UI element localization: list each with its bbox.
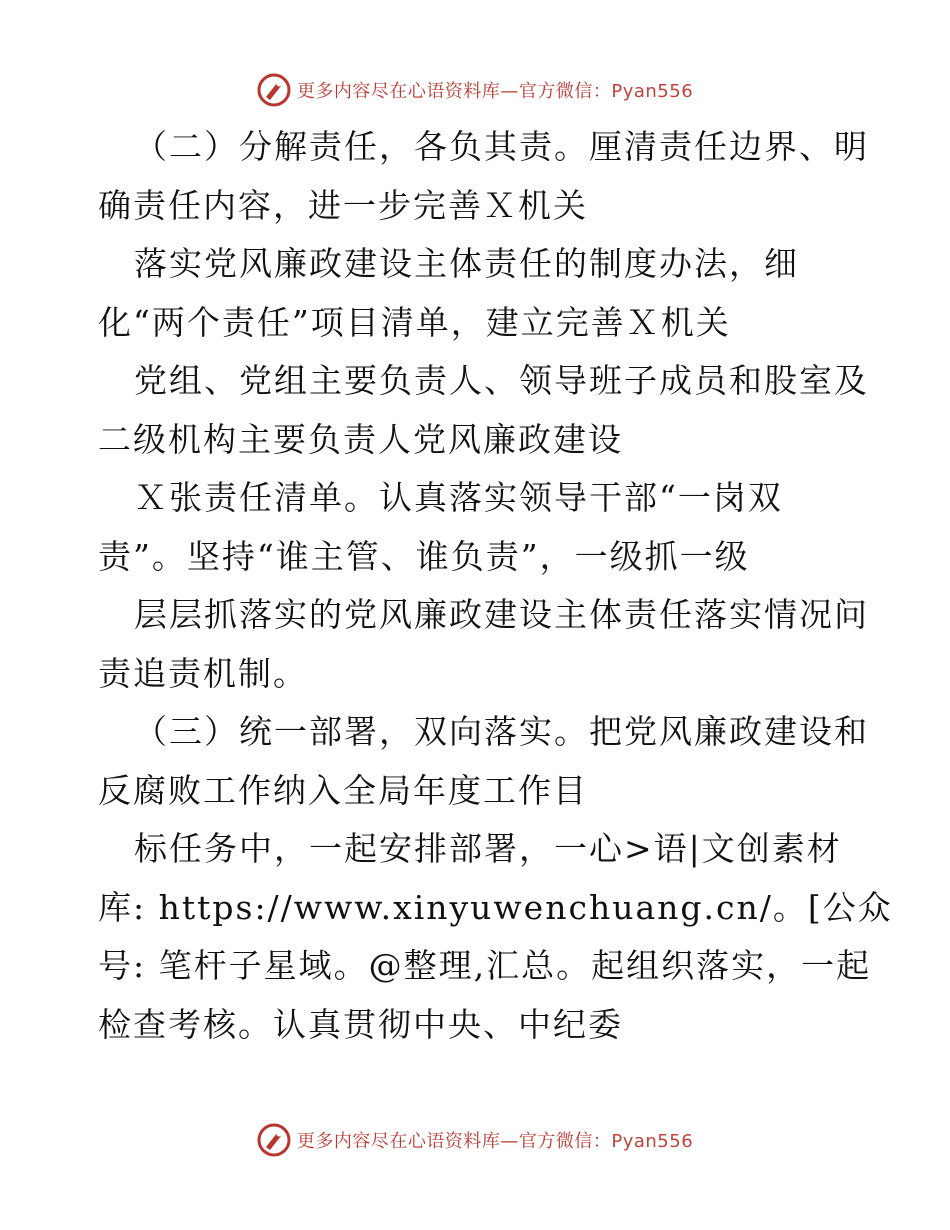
text-line-10: 责追责机制。 <box>98 653 308 693</box>
header-banner <box>0 70 950 110</box>
banner-wechat-id: Pyan556 <box>611 81 694 102</box>
footer-banner <box>0 1120 950 1160</box>
text-line-3: 落实党风廉政建设主体责任的制度办法，细 <box>134 244 799 283</box>
text-line-8: 责”。坚持“谁主管、谁负责”，一级抓一级 <box>98 536 750 576</box>
text-line-14: 库: https://www.xinyuwenchuang.cn/。[公众 <box>98 887 893 927</box>
text-line-16: 检查考核。认真贯彻中央、中纪委 <box>98 1004 623 1044</box>
text-line-6: 二级机构主要负责人党风廉政建设 <box>98 419 623 459</box>
text-line-9: 层层抓落实的党风廉政建设主体责任落实情况问 <box>134 595 869 634</box>
text-line-2: 确责任内容，进一步完善Ｘ机关 <box>98 185 588 225</box>
banner-text: 更多内容尽在心语资料库—官方微信： <box>296 81 612 102</box>
banner-wechat-id: Pyan556 <box>611 1131 694 1152</box>
text-line-12: 反腐败工作纳入全局年度工作目 <box>98 770 588 810</box>
text-line-1: （二）分解责任，各负其责。厘清责任边界、明 <box>134 127 869 166</box>
banner-text: 更多内容尽在心语资料库—官方微信： <box>296 1131 612 1152</box>
brand-logo-icon <box>257 73 291 107</box>
document-body <box>98 118 893 1054</box>
text-line-15: 号: 笔杆子星域。@整理,汇总。起组织落实，一起 <box>98 946 872 985</box>
text-line-4: 化“两个责任”项目清单，建立完善Ｘ机关 <box>98 302 731 342</box>
text-line-11: （三）统一部署，双向落实。把党风廉政建设和 <box>134 712 869 751</box>
brand-logo-icon <box>257 1123 291 1157</box>
text-line-13: 标任务中，一起安排部署，一心>语|文创素材 <box>134 829 842 868</box>
text-line-7: Ｘ张责任清单。认真落实领导干部“一岗双 <box>134 478 783 517</box>
text-line-5: 党组、党组主要负责人、领导班子成员和股室及 <box>134 361 869 400</box>
